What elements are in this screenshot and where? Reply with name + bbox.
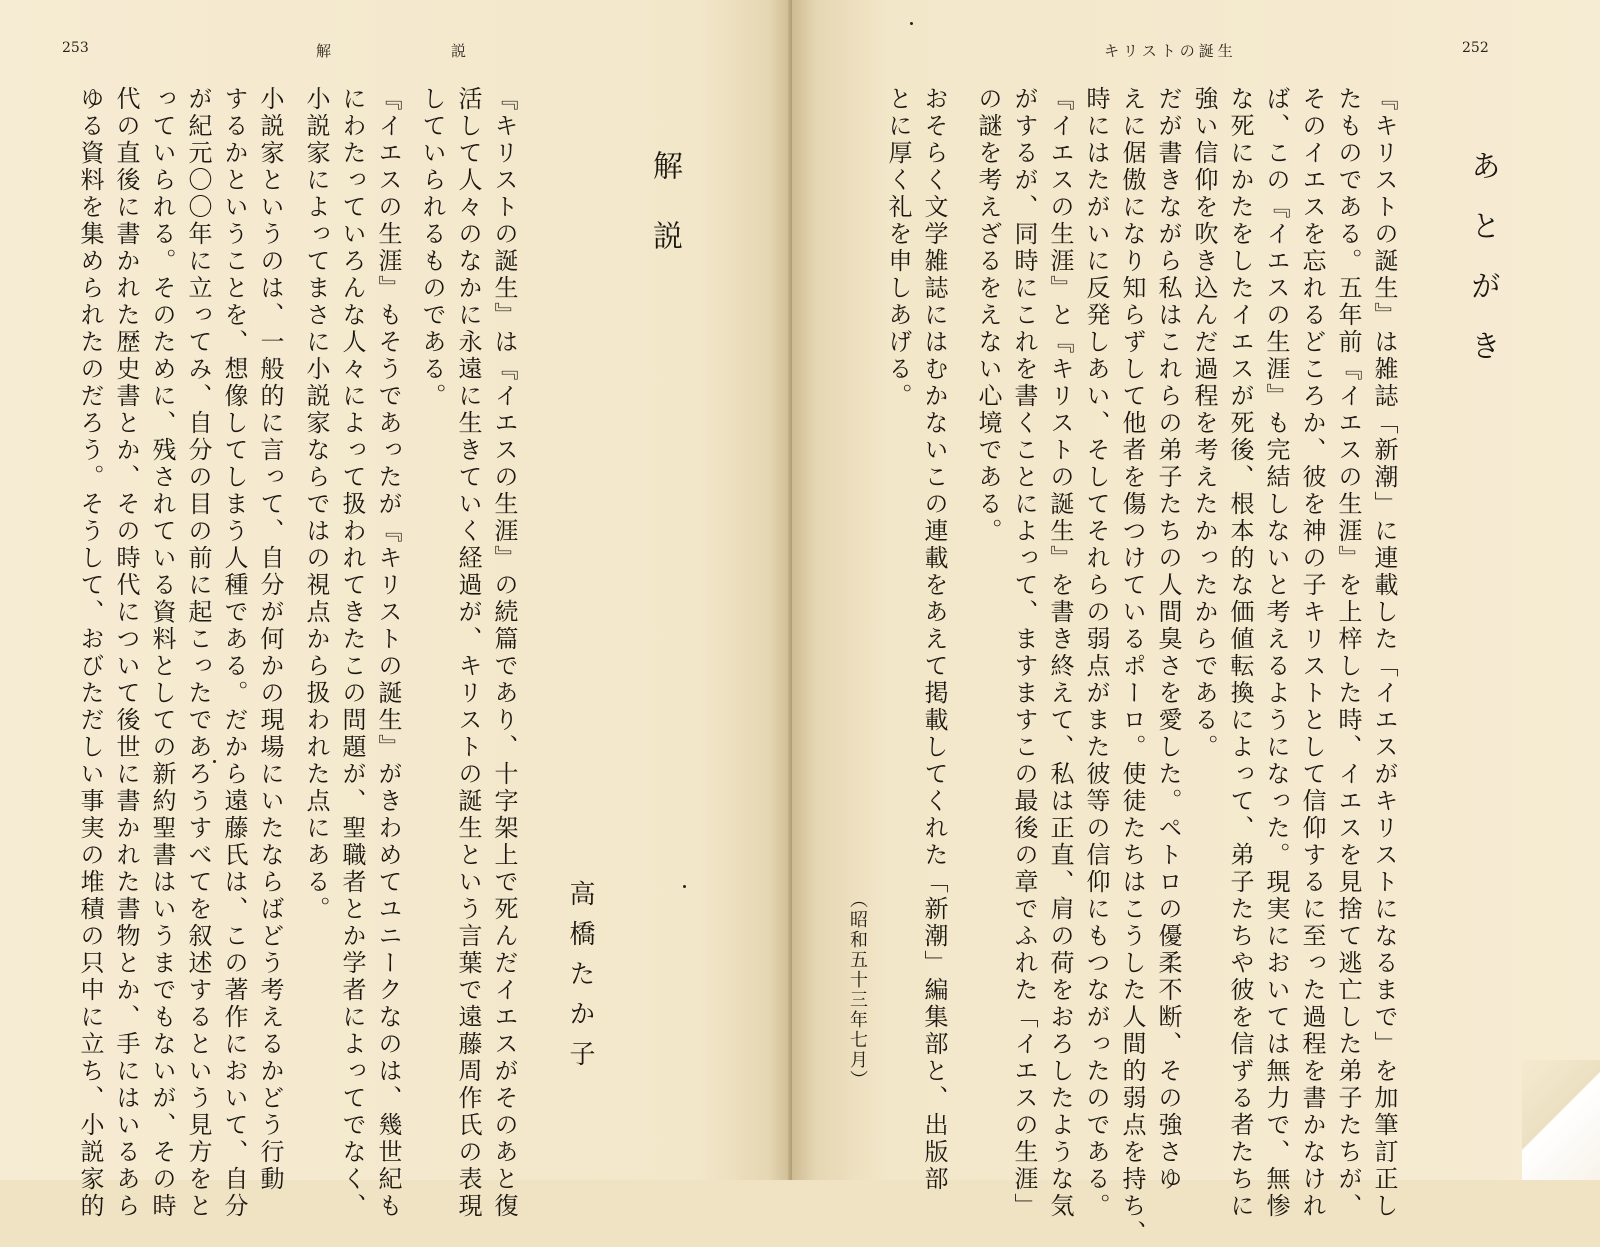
- left-page-number: 253: [62, 40, 89, 56]
- left-running-head: 解 説: [316, 42, 467, 60]
- right-running-head: キリストの誕生: [1104, 42, 1237, 60]
- print-speck: [213, 760, 216, 763]
- afterword-paragraph-1: 『キリストの誕生』は雑誌「新潮」に連載した「イエスがキリストになるまで」を加筆訂正し たものである。五年前『イエスの生涯』を上梓した時、イエスを見捨て逃亡した弟子たちが、 そのイエスを忘れるどころか、彼を神の子キリストとして信仰するに至った過程を書かなけれ ば、この『イエスの生涯』も完結しないと考えるようになった。現実においては無力で、無惨 な死にかたをしたイエスが死後、根本的な価値転換によって、弟子たちや彼を信ずる者たちに 強い信仰を吹き込んだ過程を考えたかったからである。: [1190, 86, 1398, 1220]
- right-page-number: 252: [1462, 40, 1489, 56]
- print-speck: [910, 22, 913, 25]
- page-corner-fold: [1522, 1060, 1600, 1180]
- commentary-title: 解説: [647, 150, 682, 290]
- commentary-paragraph-1: 『キリストの誕生』は『イエスの生涯』の続篇であり、十字架上で死んだイエスがそのあと復 活して人々のなかに永遠に生きていく経過が、キリストの誕生という言葉で遠藤周作氏の表現 していられるものである。: [418, 86, 518, 1220]
- afterword-paragraph-3: おそらく文学雑誌にはむかないこの連載をあえて掲載してくれた「新潮」編集部と、出版部 とに厚く礼を申しあげる。: [884, 86, 948, 1193]
- left-page: [0, 0, 792, 1220]
- commentary-paragraph-2: 『イエスの生涯』もそうであったが『キリストの誕生』がきわめてユニークなのは、幾世紀も にわたっていろんな人々によって扱われてきたこの問題が、聖職者とか学者によってでなく、 小説家によってまさに小説家ならではの視点から扱われた点にある。: [302, 86, 402, 1220]
- afterword-title: あとがき: [1465, 150, 1500, 390]
- print-speck: [683, 885, 686, 888]
- afterword-date: （昭和五十三年七月）: [847, 890, 868, 1090]
- right-page: [792, 0, 1600, 1247]
- commentary-paragraph-3: 小説家というのは、一般的に言って、自分が何かの現場にいたならばどう考えるかどう行動 するかということを、想像してしまう人種である。だから遠藤氏は、この著作において、自分 が紀元〇〇年に立ってみ、自分の目の前に起こったであろうすべてを叙述するという見方をと っていられる。そのために、残されている資料としての新約聖書はいうまでもないが、その時 代の直後に書かれた歴史書とか、その時代について後世に書かれた書物とか、手にはいるあら ゆる資料を集められたのだろう。そうして、おびただしい事実の堆積の只中に立ち、小説家的: [76, 86, 284, 1220]
- commentary-author: 高橋たか子: [565, 880, 595, 1080]
- afterword-paragraph-2: だが書きながら私はこれらの弟子たちの人間臭さを愛した。ペトロの優柔不断、その強さゆ えに倨傲になり知らずして他者を傷つけているポーロ。使徒たちはこうした人間的弱点を持ち、 時にはたがいに反発しあい、そしてそれらの弱点がまた彼等の信仰にもつながったのである。 『イエスの生涯』と『キリストの誕生』を書き終えて、私は正直、肩の荷をおろしたような気 がするが、同時にこれを書くことによって、ますますこの最後の章でふれた「イエスの生涯」 の謎を考えざるをえない心境である。: [974, 86, 1182, 1247]
